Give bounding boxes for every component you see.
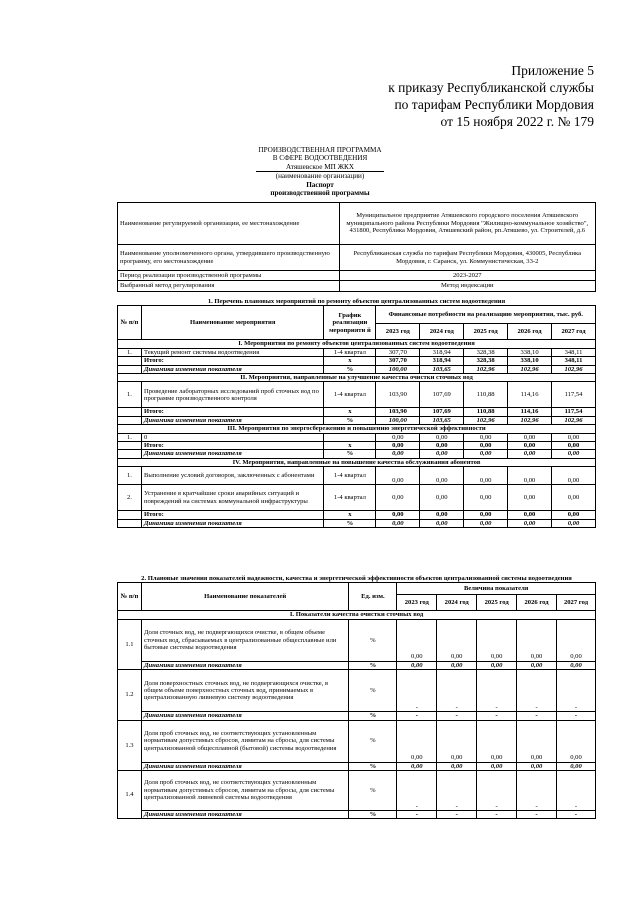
row-value: - xyxy=(437,670,477,712)
table-row xyxy=(118,433,596,441)
total-value: 107,69 xyxy=(420,408,464,416)
row-number: 1. xyxy=(118,467,142,485)
row-schedule: 1-4 квартал xyxy=(324,485,376,511)
dynamics-label: Динамика изменения показателя xyxy=(141,519,324,527)
dynamics-label: Динамика изменения показателя xyxy=(141,811,348,819)
appendix-block xyxy=(388,62,594,130)
dynamics-value: 0,00 xyxy=(397,762,437,770)
section-heading: IV. Мероприятия, направленные на повышение качества обслуживания абонентов xyxy=(118,458,596,466)
dynamics-value: 100,00 xyxy=(376,416,420,424)
row-value: 0,00 xyxy=(557,720,596,762)
dynamics-value: 102,96 xyxy=(508,416,552,424)
year-header: 2023 год xyxy=(397,595,437,611)
dynamics-row xyxy=(118,450,596,458)
row-number: 1.1 xyxy=(118,619,142,669)
row-schedule: 1-4 квартал xyxy=(324,382,376,408)
table-row xyxy=(118,720,596,762)
row-value: 0,00 xyxy=(517,720,557,762)
passport-title: Паспорт xyxy=(306,180,334,189)
dynamics-value: - xyxy=(557,811,596,819)
dynamics-unit: % xyxy=(349,811,397,819)
row-name: Выполнение условий договоров, заключенных с абонентами xyxy=(141,467,324,485)
year-header: 2027 год xyxy=(557,595,596,611)
row-value: 318,94 xyxy=(420,348,464,356)
dynamics-unit: % xyxy=(324,450,376,458)
row-value: 0,00 xyxy=(437,720,477,762)
row-value: 0,00 xyxy=(420,467,464,485)
dynamics-value: 103,65 xyxy=(420,365,464,373)
row-name: Доля поверхностных сточных вод, не подвергающихся очистке, в общем объеме поверхностных сточных вод, принимаемых в централизованную ливневую систему водоотведения xyxy=(141,670,348,712)
dynamics-label: Динамика изменения показателя xyxy=(141,416,324,424)
dynamics-value: 0,00 xyxy=(557,762,596,770)
organization-caption: (наименование организации) xyxy=(275,172,365,181)
row-value: 0,00 xyxy=(397,619,437,661)
dynamics-value: 0,00 xyxy=(552,519,596,527)
passport-row xyxy=(118,281,596,291)
passport-value: Муниципальное предприятие Атяшевского городского поселения Атяшевского муниципального района Республики Мордовия "Жилищно-коммунальное хозяйство", 431800, Республика Мордовия, Атяшевский район, рп.Атяшево, ул. Строителей, д.6 xyxy=(339,203,595,245)
row-value: 0,00 xyxy=(508,433,552,441)
dynamics-value: 100,00 xyxy=(376,365,420,373)
dynamics-value: - xyxy=(397,811,437,819)
dynamics-row xyxy=(118,416,596,424)
dynamics-value: 103,65 xyxy=(420,416,464,424)
dynamics-row xyxy=(118,811,596,819)
row-value: - xyxy=(477,670,517,712)
row-name: 0 xyxy=(141,433,324,441)
row-number: 1.2 xyxy=(118,670,142,720)
passport-value: Метод индексации xyxy=(339,281,595,291)
passport-label: Наименование регулируемой организации, ее местонахождение xyxy=(118,203,340,245)
table-row xyxy=(118,348,596,356)
dynamics-label: Динамика изменения показателя xyxy=(141,762,348,770)
table-row xyxy=(118,670,596,712)
dynamics-unit: % xyxy=(324,519,376,527)
passport-table xyxy=(117,202,596,292)
dynamics-value: - xyxy=(477,811,517,819)
row-name: Доля сточных вод, не подвергающихся очистке, в общем объеме сточных вод, сбрасываемых в централизованные общесплавные или бытовые системы водоотведения xyxy=(141,619,348,661)
row-value: 0,00 xyxy=(477,720,517,762)
row-value: - xyxy=(477,771,517,811)
appendix-line-2: к приказу Республиканской службы xyxy=(388,80,594,95)
row-value: 0,00 xyxy=(397,720,437,762)
total-value: 114,16 xyxy=(508,408,552,416)
passport-row xyxy=(118,271,596,281)
row-unit: % xyxy=(349,720,397,762)
section-heading: I. Мероприятия по ремонту объектов централизованных систем водоотведения xyxy=(118,340,596,348)
passport-value: 2023-2027 xyxy=(339,271,595,281)
row-value: 0,00 xyxy=(552,485,596,511)
section-heading: I. Показатели качества очистки сточных вод xyxy=(118,611,596,619)
row-value: 114,16 xyxy=(508,382,552,408)
total-value: 328,38 xyxy=(464,357,508,365)
dynamics-row xyxy=(118,762,596,770)
dynamics-value: 0,00 xyxy=(420,519,464,527)
dynamics-value: 0,00 xyxy=(437,661,477,669)
total-value: 338,10 xyxy=(508,357,552,365)
row-number: 1. xyxy=(118,348,142,356)
dynamics-value: 0,00 xyxy=(376,519,420,527)
dynamics-value: 0,00 xyxy=(508,450,552,458)
row-schedule: 1-4 квартал xyxy=(324,348,376,356)
total-unit: х xyxy=(324,408,376,416)
total-value: 117,54 xyxy=(552,408,596,416)
row-number: 1.3 xyxy=(118,720,142,770)
dynamics-value: 0,00 xyxy=(477,762,517,770)
dynamics-value: 0,00 xyxy=(464,450,508,458)
program-header xyxy=(0,146,640,197)
row-number: 1. xyxy=(118,433,142,441)
table-row xyxy=(118,771,596,811)
row-value: 117,54 xyxy=(552,382,596,408)
total-row xyxy=(118,357,596,365)
row-value: - xyxy=(397,771,437,811)
total-value: 318,94 xyxy=(420,357,464,365)
year-header: 2023 год xyxy=(376,324,420,340)
total-value: 110,88 xyxy=(464,408,508,416)
dynamics-value: - xyxy=(517,811,557,819)
row-number: 1. xyxy=(118,382,142,408)
dynamics-value: - xyxy=(477,712,517,720)
total-label: Итого: xyxy=(141,511,324,519)
dynamics-unit: % xyxy=(349,661,397,669)
row-value: 110,88 xyxy=(464,382,508,408)
total-value: 348,11 xyxy=(552,357,596,365)
total-value: 0,00 xyxy=(464,511,508,519)
dynamics-label: Динамика изменения показателя xyxy=(141,450,324,458)
dynamics-row xyxy=(118,365,596,373)
total-row xyxy=(118,442,596,450)
total-value: 0,00 xyxy=(464,442,508,450)
year-header: 2026 год xyxy=(517,595,557,611)
row-value: 0,00 xyxy=(464,467,508,485)
col-header-finance: Финансовые потребности на реализацию мероприятия, тыс. руб. xyxy=(376,306,596,324)
dynamics-unit: % xyxy=(349,712,397,720)
dynamics-value: 0,00 xyxy=(376,450,420,458)
row-value: 0,00 xyxy=(552,433,596,441)
total-value: 0,00 xyxy=(376,511,420,519)
dynamics-value: 0,00 xyxy=(517,661,557,669)
section-heading: III. Мероприятия по энергосбережению и повышению энергетической эффективности xyxy=(118,425,596,433)
total-value: 0,00 xyxy=(420,442,464,450)
year-header: 2024 год xyxy=(437,595,477,611)
dynamics-value: 0,00 xyxy=(420,450,464,458)
row-value: 0,00 xyxy=(508,485,552,511)
dynamics-value: 102,96 xyxy=(464,365,508,373)
row-unit: % xyxy=(349,619,397,661)
dynamics-value: 0,00 xyxy=(517,762,557,770)
row-schedule xyxy=(324,433,376,441)
passport-row xyxy=(118,203,596,245)
total-unit: х xyxy=(324,442,376,450)
passport-label: Наименование уполномоченного органа, утвердившего производственную программу, его местонахождение xyxy=(118,245,340,271)
table-row xyxy=(118,619,596,661)
passport-value: Республиканская служба по тарифам Республики Мордовия, 430005, Республика Мордовия, г. Саранск, ул. Коммунистическая, 33-2 xyxy=(339,245,595,271)
total-value: 0,00 xyxy=(376,442,420,450)
col-header-no: № п/п xyxy=(118,583,142,611)
row-value: 0,00 xyxy=(420,485,464,511)
row-value: - xyxy=(517,670,557,712)
row-value: - xyxy=(437,771,477,811)
row-value: 307,70 xyxy=(376,348,420,356)
total-value: 0,00 xyxy=(508,511,552,519)
dynamics-unit: % xyxy=(324,416,376,424)
total-label: Итого: xyxy=(141,408,324,416)
row-value: - xyxy=(557,670,596,712)
dynamics-row xyxy=(118,712,596,720)
total-value: 0,00 xyxy=(508,442,552,450)
year-header: 2027 год xyxy=(552,324,596,340)
dynamics-value: 0,00 xyxy=(464,519,508,527)
row-value: - xyxy=(557,771,596,811)
dynamics-value: - xyxy=(437,811,477,819)
dynamics-unit: % xyxy=(349,762,397,770)
program-title-2: В СФЕРЕ ВОДООТВЕДЕНИЯ xyxy=(272,154,368,163)
row-value: 0,00 xyxy=(376,485,420,511)
row-name: Текущий ремонт системы водоотведения xyxy=(141,348,324,356)
row-value: 338,10 xyxy=(508,348,552,356)
year-header: 2025 год xyxy=(477,595,517,611)
col-header-value: Величина показателя xyxy=(397,583,596,595)
dynamics-value: - xyxy=(397,712,437,720)
row-value: 107,69 xyxy=(420,382,464,408)
year-header: 2026 год xyxy=(508,324,552,340)
row-schedule: 1-4 квартал xyxy=(324,467,376,485)
col-header-name: Наименование мероприятия xyxy=(141,306,324,340)
total-value: 307,70 xyxy=(376,357,420,365)
row-name: Проведение лабораторных исследований проб сточных вод по программе производственного контроля xyxy=(141,382,324,408)
dynamics-value: 0,00 xyxy=(557,661,596,669)
col-header-no: № п/п xyxy=(118,306,142,340)
total-label: Итого: xyxy=(141,357,324,365)
program-title-1: ПРОИЗВОДСТВЕННАЯ ПРОГРАММА xyxy=(258,146,382,154)
total-unit: х xyxy=(324,357,376,365)
col-header-schedule: График реализации мероприяти й xyxy=(324,306,376,340)
dynamics-value: 0,00 xyxy=(508,519,552,527)
row-value: 0,00 xyxy=(552,467,596,485)
row-value: 328,38 xyxy=(464,348,508,356)
row-value: 0,00 xyxy=(517,619,557,661)
dynamics-value: - xyxy=(517,712,557,720)
table-row xyxy=(118,467,596,485)
total-value: 0,00 xyxy=(420,511,464,519)
row-value: 0,00 xyxy=(464,433,508,441)
row-value: 0,00 xyxy=(437,619,477,661)
dynamics-row xyxy=(118,519,596,527)
row-value: 0,00 xyxy=(376,433,420,441)
total-value: 0,00 xyxy=(552,511,596,519)
dynamics-value: 102,96 xyxy=(552,365,596,373)
row-number: 2. xyxy=(118,485,142,511)
table-row xyxy=(118,382,596,408)
row-value: 103,90 xyxy=(376,382,420,408)
passport-row xyxy=(118,245,596,271)
total-row xyxy=(118,408,596,416)
col-header-unit: Ед. изм. xyxy=(349,583,397,611)
row-name: Доля проб сточных вод, не соответствующих установленным нормативам допустимых сбросов, лимитам на сбросы, для системы централизованной общесплавной (бытовой) системы водоотведения xyxy=(141,720,348,762)
dynamics-row xyxy=(118,661,596,669)
row-value: 0,00 xyxy=(376,467,420,485)
section-heading: II. Мероприятия, направленные на улучшение качества очистки сточных вод xyxy=(118,374,596,382)
total-value: 103,90 xyxy=(376,408,420,416)
row-value: 0,00 xyxy=(420,433,464,441)
row-value: 0,00 xyxy=(477,619,517,661)
dynamics-label: Динамика изменения показателя xyxy=(141,365,324,373)
organization-name: Атяшевское МП ЖКХ xyxy=(256,163,384,172)
row-name: Устранение в кратчайшие сроки аварийных ситуаций и повреждений на системах коммунальной инфраструктуры xyxy=(141,485,324,511)
appendix-line-1: Приложение 5 xyxy=(511,63,594,78)
table2-title: 2. Плановые значения показателей надежности, качества и энергетической эффективности объектов централизованной системы водоотведения xyxy=(118,575,596,583)
dynamics-value: - xyxy=(557,712,596,720)
dynamics-value: 0,00 xyxy=(397,661,437,669)
dynamics-value: 102,96 xyxy=(552,416,596,424)
row-value: - xyxy=(397,670,437,712)
table-row xyxy=(118,485,596,511)
row-name: Доля проб сточных вод, не соответствующих установленным нормативам допустимых сбросов, лимитам на сбросы, для системы централизованной ливневой системы водоотведения xyxy=(141,771,348,811)
row-unit: % xyxy=(349,670,397,712)
dynamics-unit: % xyxy=(324,365,376,373)
year-header: 2024 год xyxy=(420,324,464,340)
row-number: 1.4 xyxy=(118,771,142,819)
passport-label: Период реализации производственной программы xyxy=(118,271,340,281)
passport-label: Выбранный метод регулирования xyxy=(118,281,340,291)
appendix-line-4: от 15 ноября 2022 г. № 179 xyxy=(440,114,594,129)
indicators-table xyxy=(117,575,596,819)
total-label: Итого: xyxy=(141,442,324,450)
table1-title: 1. Перечень плановых мероприятий по ремонту объектов централизованных систем водоотведения xyxy=(118,298,596,306)
dynamics-value: - xyxy=(437,712,477,720)
passport-subtitle: производственной программы xyxy=(270,189,370,198)
row-value: 0,00 xyxy=(508,467,552,485)
dynamics-value: 0,00 xyxy=(437,762,477,770)
row-value: 348,11 xyxy=(552,348,596,356)
total-unit: х xyxy=(324,511,376,519)
dynamics-value: 102,96 xyxy=(508,365,552,373)
dynamics-value: 0,00 xyxy=(477,661,517,669)
dynamics-label: Динамика изменения показателя xyxy=(141,712,348,720)
dynamics-label: Динамика изменения показателя xyxy=(141,661,348,669)
row-value: - xyxy=(517,771,557,811)
row-value: 0,00 xyxy=(464,485,508,511)
row-value: 0,00 xyxy=(557,619,596,661)
appendix-line-3: по тарифам Республики Мордовия xyxy=(394,97,594,112)
year-header: 2025 год xyxy=(464,324,508,340)
col-header-name: Наименование показателей xyxy=(141,583,348,611)
row-unit: % xyxy=(349,771,397,811)
dynamics-value: 102,96 xyxy=(464,416,508,424)
total-value: 0,00 xyxy=(552,442,596,450)
dynamics-value: 0,00 xyxy=(552,450,596,458)
repair-measures-table xyxy=(117,298,596,528)
total-row xyxy=(118,511,596,519)
